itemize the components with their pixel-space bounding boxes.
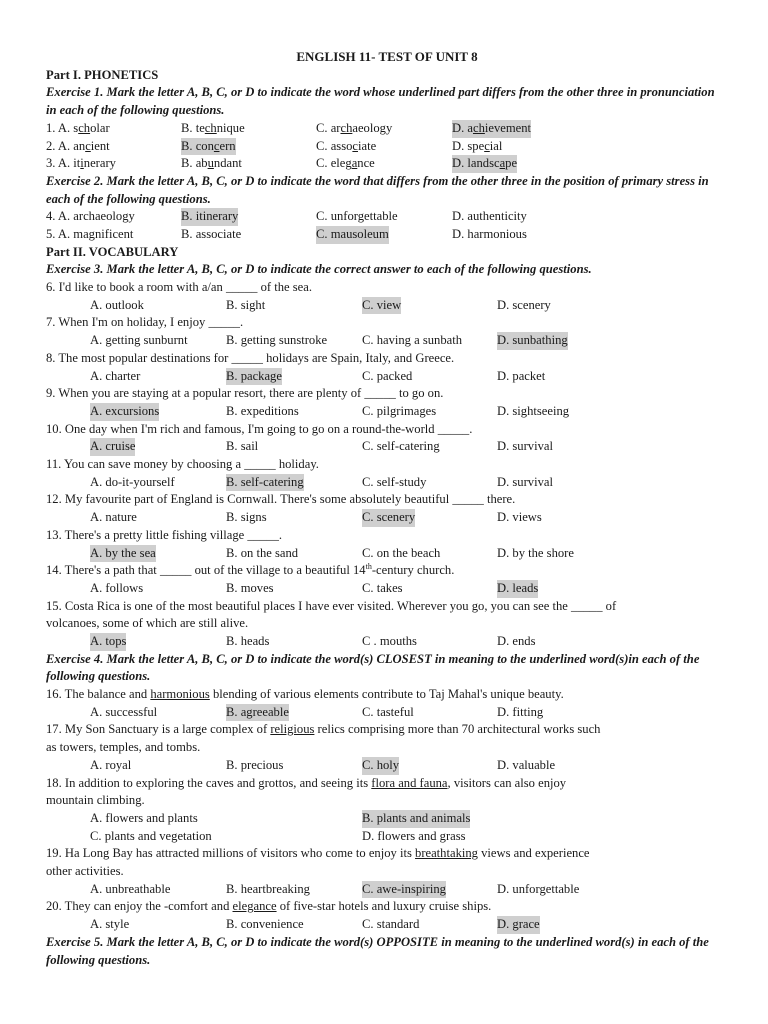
answer-option: C. elegance [316,156,375,171]
question-stem: 16. The balance and harmonious blending of various elements contribute to Taj Mahal's unique beauty. [46,687,564,702]
question-stem: 20. They can enjoy the -comfort and elegance of five-star hotels and luxury cruise ships. [46,899,492,914]
answer-option: C. plants and vegetation [90,828,212,843]
question-row [46,138,726,156]
answer-option: B. package [226,368,282,386]
answer-options [46,916,726,934]
answer-option: C. archaeology [316,120,393,135]
underlined-part: a [351,156,358,171]
underlined-part: c [352,138,358,153]
test-document [46,48,726,969]
answer-option: B. self-catering [226,474,304,492]
answer-option: C. unforgettable [316,209,398,224]
underlined-word: flora and fauna [371,775,448,790]
answer-option: D. fitting [497,704,544,719]
answer-options [46,509,726,527]
answer-option: C. standard [362,917,420,932]
question-stem-continued: volcanoes, some of which are still alive. [46,616,249,631]
question-stem: 11. You can save money by choosing a _____ holiday. [46,457,319,472]
answer-options [46,545,726,563]
answer-options [46,810,726,828]
part-1-heading: Part I. PHONETICS [46,67,159,82]
answer-option: D. flowers and grass [362,828,466,843]
answer-option: B. agreeable [226,704,289,722]
answer-option: A. excursions [90,403,159,421]
underlined-part: ch [340,120,353,135]
exercise-2-instruction: Exercise 2. Mark the letter A, B, C, or D to indicate the word that differs from the other three in the position of primary stress in each of the following questions. [46,173,709,206]
question-stem-continued: other activities. [46,864,124,879]
underlined-part: ch [78,120,91,135]
answer-option: B. getting sunstroke [226,333,328,348]
answer-option: A. nature [90,510,137,525]
answer-option: D. valuable [497,757,556,772]
answer-option: A. cruise [90,438,135,456]
answer-option: A. flowers and plants [90,810,198,825]
answer-option: C. self-study [362,474,427,489]
answer-option: A. successful [90,704,158,719]
answer-option: D. leads [497,580,538,598]
underlined-part: u [207,156,214,171]
answer-option: B. plants and animals [362,810,470,828]
answer-option: D. grace [497,916,540,934]
answer-option: A. unbreathable [90,881,171,896]
exercise-1-questions [46,120,726,173]
answer-option: D. achievement [452,120,531,138]
question-stem: 9. When you are staying at a popular resort, there are plenty of _____ to go on. [46,386,444,401]
question-stem-continued: as towers, temples, and tombs. [46,740,201,755]
answer-option: D. views [497,510,542,525]
answer-option: A. getting sunburnt [90,333,188,348]
answer-option: B. expeditions [226,403,299,418]
answer-options [46,580,726,598]
exercise-1-instruction: Exercise 1. Mark the letter A, B, C, or D to indicate the word whose underlined part differs from the other three in pronunciation in each of the following questions. [46,85,715,118]
question-stem: 17. My Son Sanctuary is a large complex of religious relics comprising more than 70 architectural works such [46,722,601,737]
question-stem: 7. When I'm on holiday, I enjoy _____. [46,315,244,330]
answer-options [46,332,726,350]
answer-option: B. abundant [181,156,242,171]
answer-option: D. survival [497,474,553,489]
answer-option: D. unforgettable [497,881,580,896]
answer-option: C. scenery [362,509,415,527]
underlined-word: harmonious [150,687,210,702]
answer-option: B. technique [181,120,245,135]
question-stem: 19. Ha Long Bay has attracted millions of visitors who come to enjoy its breathtaking views and experience [46,846,590,861]
answer-option: D. scenery [497,297,551,312]
underlined-part: ch [472,120,485,135]
document-title: ENGLISH 11- TEST OF UNIT 8 [296,49,478,64]
answer-options [46,474,726,492]
answer-option: D. landscape [452,155,517,173]
answer-option: D. ends [497,633,536,648]
answer-option: D. authenticity [452,209,527,224]
answer-option: A. by the sea [90,545,156,563]
question-stem: 8. The most popular destinations for _____ holidays are Spain, Italy, and Greece. [46,350,455,365]
answer-option: B. associate [181,226,242,241]
underlined-part: c [85,138,91,153]
answer-options [46,438,726,456]
answer-option: D. packet [497,368,546,383]
question-row [46,226,726,244]
answer-options [46,297,726,315]
question-row [46,155,726,173]
answer-option: A. charter [90,368,141,383]
answer-option: 2. A. ancient [46,138,110,153]
underlined-word: elegance [232,899,277,914]
question-stem: 12. My favourite part of England is Cornwall. There's some absolutely beautiful _____ there. [46,492,516,507]
answer-option: 4. A. archaeology [46,209,135,224]
exercise-3-questions [46,279,726,562]
answer-option: B. heads [226,633,270,648]
answer-option: C. mausoleum [316,226,389,244]
answer-option: A. style [90,917,130,932]
exercise-5-instruction: Exercise 5. Mark the letter A, B, C, or D to indicate the word(s) OPPOSITE in meaning to the underlined word(s) in each of the following questions. [46,934,709,967]
exercise-2-questions [46,208,726,243]
question-stem: 18. In addition to exploring the caves and grottos, and seeing its flora and fauna, visitors can also enjoy [46,775,567,790]
answer-option: C. self-catering [362,439,440,454]
answer-option: 1. A. scholar [46,120,110,135]
underlined-part: ch [204,120,217,135]
answer-option: A. outlook [90,297,144,312]
exercise-3-instruction: Exercise 3. Mark the letter A, B, C, or D to indicate the correct answer to each of the following questions. [46,262,592,277]
answer-option: C. pilgrimages [362,403,437,418]
answer-option: D. survival [497,439,553,454]
answer-option: B. sight [226,297,266,312]
answer-options [46,828,726,846]
answer-option: 3. A. itinerary [46,156,116,171]
answer-option: 5. A. magnificent [46,226,134,241]
answer-option: B. heartbreaking [226,881,310,896]
exercise-4-instruction: Exercise 4. Mark the letter A, B, C, or D to indicate the word(s) CLOSEST in meaning to the underlined word(s)in each of the following questions. [46,651,700,684]
answer-option: C. having a sunbath [362,333,463,348]
answer-option: C. awe-inspiring [362,881,446,899]
part-2-heading: Part II. VOCABULARY [46,244,179,259]
underlined-part: a [499,156,506,171]
underlined-part: c [213,138,220,153]
answer-option: B. on the sand [226,545,299,560]
answer-options [46,633,726,651]
answer-option: C. on the beach [362,545,441,560]
question-row [46,120,726,138]
answer-options [46,757,726,775]
question-stem: 14. There's a path that _____ out of the village to a beautiful 14th-century church. [46,562,455,578]
answer-option: B. concern [181,138,236,156]
answer-option: B. moves [226,580,274,595]
underlined-word: breathtaking [415,846,478,861]
answer-option: C. tasteful [362,704,414,719]
answer-option: D. sightseeing [497,403,570,418]
answer-option: B. sail [226,439,259,454]
question-stem-continued: mountain climbing. [46,793,145,808]
answer-options [46,704,726,722]
answer-option: B. signs [226,510,267,525]
question-stem: 6. I'd like to book a room with a/an _____ of the sea. [46,280,312,295]
answer-options [46,403,726,421]
question-stem: 10. One day when I'm rich and famous, I'm going to go on a round-the-world _____. [46,421,473,436]
answer-option: B. precious [226,757,284,772]
answer-options [46,368,726,386]
answer-options [46,881,726,899]
answer-option: A. royal [90,757,132,772]
underlined-part: c [484,138,490,153]
answer-option: C. takes [362,580,403,595]
answer-option: D. by the shore [497,545,574,560]
question-stem: 13. There's a pretty little fishing village _____. [46,527,283,542]
underlined-word: religious [270,722,315,737]
answer-option: C . mouths [362,633,417,648]
underlined-part: i [80,156,84,171]
answer-option: A. tops [90,633,126,651]
question-stem: 15. Costa Rica is one of the most beautiful places I have ever visited. Wherever you go, you can see the _____ of [46,598,617,613]
answer-option: D. harmonious [452,226,527,241]
answer-option: A. follows [90,580,144,595]
answer-option: C. holy [362,757,399,775]
answer-option: B. convenience [226,917,304,932]
answer-option: C. view [362,297,401,315]
answer-option: D. special [452,138,503,153]
answer-option: D. sunbathing [497,332,568,350]
answer-option: B. itinerary [181,208,238,226]
question-row [46,208,726,226]
answer-option: A. do-it-yourself [90,474,175,489]
answer-option: C. associate [316,138,377,153]
answer-option: C. packed [362,368,413,383]
